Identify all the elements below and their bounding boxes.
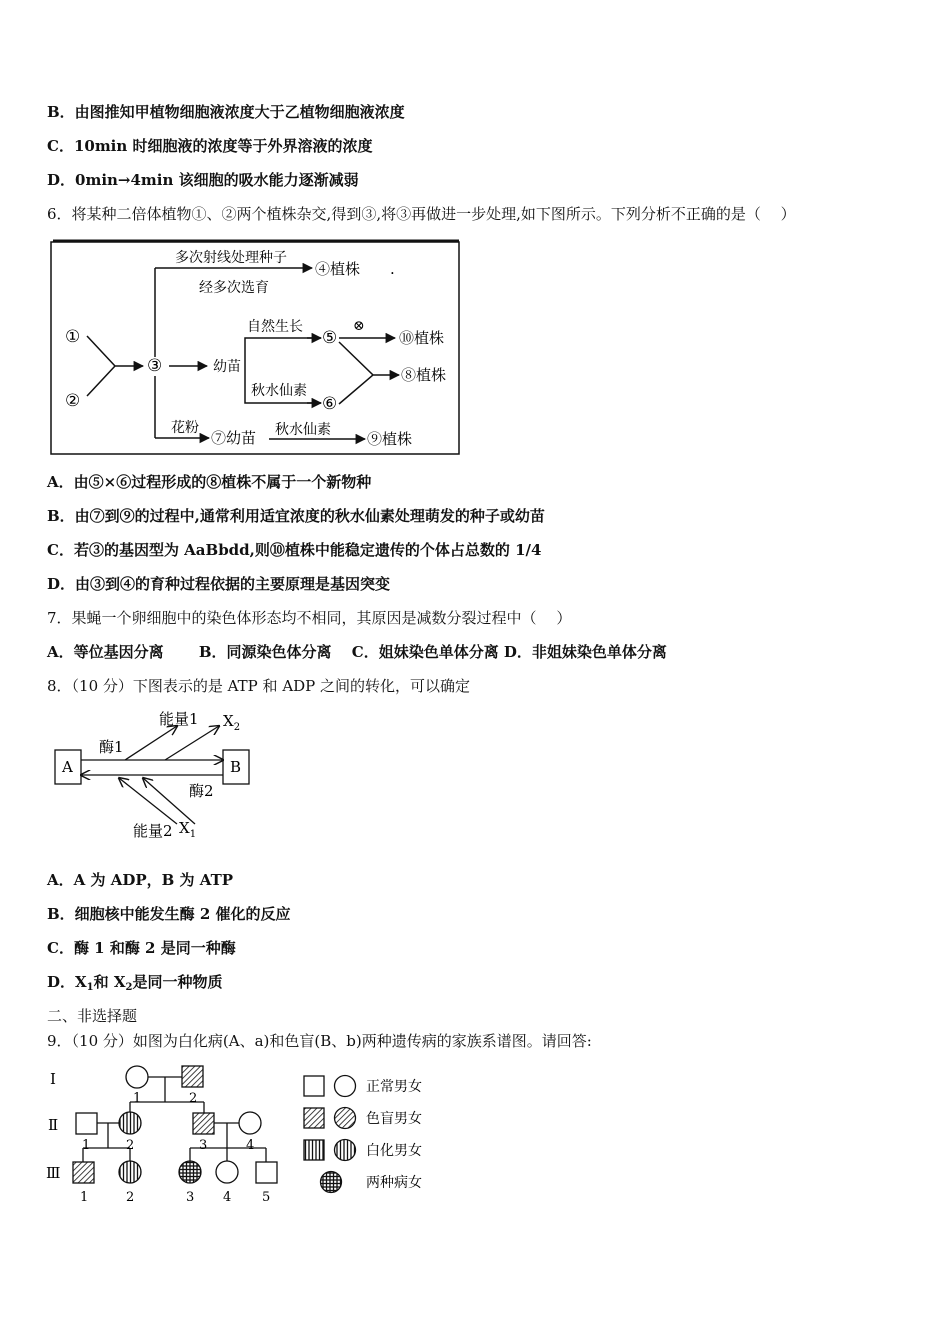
q6-option-b: B．由⑦到⑨的过程中,通常利用适宜浓度的秋水仙素处理萌发的种子或幼苗 (47, 507, 545, 525)
ii2-albino-female (119, 1112, 141, 1134)
breeding-diagram (47, 238, 462, 458)
box-a-label: A (62, 758, 73, 776)
plant-9: ⑨植株 (367, 430, 413, 448)
natural-growth-label: 自然生长 (247, 319, 303, 335)
ii1-number: 1 (82, 1138, 91, 1153)
legend-colorblind-female (335, 1108, 356, 1129)
x2-label: $X_2$ (223, 712, 241, 733)
legend-both-female (321, 1172, 342, 1193)
ii3-colorblind-male (193, 1113, 214, 1134)
legend-albino-female (335, 1140, 356, 1161)
iii2-number: 2 (126, 1190, 135, 1205)
colchicine-label-1: 秋水仙素 (251, 383, 307, 399)
iii4-normal-female (216, 1161, 238, 1183)
ii1-normal-male (76, 1113, 97, 1134)
plant-6: ⑥ (322, 394, 338, 414)
iii5-normal-male (256, 1162, 277, 1183)
enzyme1-label: 酶1 (99, 738, 124, 756)
legend-normal-female (335, 1076, 356, 1097)
selection-label: 经多次选育 (199, 280, 269, 296)
pedigree-chart (42, 1060, 442, 1210)
iii1-colorblind-male (73, 1162, 94, 1183)
q5-option-d: D．0min→4min 该细胞的吸水能力逐渐减弱 (47, 171, 359, 189)
merge-lines (339, 342, 399, 404)
diagram-frame (51, 241, 459, 454)
plant-3: ③ (147, 356, 163, 376)
legend-albino-male (304, 1140, 324, 1160)
generation-3-label: Ⅲ (46, 1164, 61, 1182)
q9-stem: 9．（10 分）如图为白化病(A、a)和色盲(B、b)两种遗传病的家族系谱图。请回答: (47, 1032, 592, 1050)
selfing-symbol: ⊗ (353, 318, 365, 334)
parent-1: ① (65, 327, 81, 347)
stray-dot: . (390, 260, 395, 278)
section-heading: 二、非选择题 (47, 1007, 138, 1025)
i2-colorblind-male (182, 1066, 203, 1087)
legend-both-label: 两种病女 (366, 1175, 422, 1191)
iii1-number: 1 (80, 1190, 89, 1205)
iii5-number: 5 (262, 1190, 271, 1205)
q6-option-c: C．若③的基因型为 AaBbdd,则⑩植株中能稳定遗传的个体占总数的 1/4 (47, 541, 542, 559)
legend-albino-label: 白化男女 (366, 1143, 422, 1159)
q5-option-b: B．由图推知甲植物细胞液浓度大于乙植物细胞液浓度 (47, 103, 405, 121)
iii4-number: 4 (223, 1190, 232, 1205)
box-b-label: B (230, 758, 242, 776)
colchicine-label-2: 秋水仙素 (275, 422, 331, 438)
i1-number: 1 (133, 1091, 142, 1106)
generation-2-label: Ⅱ (48, 1116, 59, 1134)
plant-7-seedling: ⑦幼苗 (211, 429, 257, 447)
energy2-label: 能量2 (133, 822, 173, 840)
ii4-number: 4 (246, 1138, 255, 1153)
legend-colorblind-male (304, 1108, 324, 1128)
x1-label: $X_1$ (179, 819, 197, 840)
pedigree-legend (304, 1076, 422, 1193)
energy1-arrow (125, 726, 177, 760)
cross-lines (87, 336, 143, 396)
ii3-number: 3 (199, 1138, 208, 1153)
q6-stem: 6．将某种二倍体植物①、②两个植株杂交,得到③,将③再做进一步处理,如下图所示。下列分析不正确的是（ ） (47, 205, 796, 223)
x2-arrow (165, 726, 219, 760)
q8-option-c: C．酶 1 和酶 2 是同一种酶 (47, 939, 236, 957)
legend-colorblind-label: 色盲男女 (366, 1111, 422, 1127)
ii4-normal-female (239, 1112, 261, 1134)
q8-stem: 8．（10 分）下图表示的是 ATP 和 ADP 之间的转化，可以确定 (47, 677, 471, 695)
iii2-albino-female (119, 1161, 141, 1183)
q8-option-d: D．$X_1$和 $X_2$是同一种物质 (47, 973, 223, 993)
iii3-both-diseases-female (179, 1161, 201, 1183)
q6-option-d: D．由③到④的育种过程依据的主要原理是基因突变 (47, 575, 391, 593)
pollen-label: 花粉 (171, 420, 199, 436)
legend-normal-male (304, 1076, 324, 1096)
ii2-number: 2 (126, 1138, 135, 1153)
parent-2: ② (65, 391, 81, 411)
plant-10: ⑩植株 (399, 329, 445, 347)
legend-normal-label: 正常男女 (366, 1079, 422, 1095)
i1-normal-female (126, 1066, 148, 1088)
pedigree-lines (83, 1077, 266, 1162)
enzyme2-label: 酶2 (189, 782, 214, 800)
q6-option-a: A．由⑤×⑥过程形成的⑧植株不属于一个新物种 (47, 473, 372, 491)
q8-option-a: A．A 为 ADP，B 为 ATP (47, 871, 234, 889)
i2-number: 2 (189, 1091, 198, 1106)
q7-options: A．等位基因分离 B．同源染色体分离 C．姐妹染色单体分离 D．非姐妹染色单体分离 (47, 643, 667, 661)
iii3-number: 3 (186, 1190, 195, 1205)
plant-4: ④植株 (315, 260, 361, 278)
mutation-label: 多次射线处理种子 (175, 250, 287, 266)
q5-option-c: C．10min 时细胞液的浓度等于外界溶液的浓度 (47, 137, 373, 155)
q8-option-b: B．细胞核中能发生酶 2 催化的反应 (47, 905, 291, 923)
energy1-label: 能量1 (159, 710, 199, 728)
atp-adp-diagram (47, 706, 262, 846)
plant-8: ⑧植株 (401, 366, 447, 384)
generation-1-label: Ⅰ (50, 1070, 56, 1088)
plant-5: ⑤ (322, 328, 338, 348)
q7-stem: 7．果蝇一个卵细胞中的染色体形态均不相同，其原因是减数分裂过程中（ ） (47, 609, 572, 627)
seedling-label: 幼苗 (213, 359, 241, 375)
